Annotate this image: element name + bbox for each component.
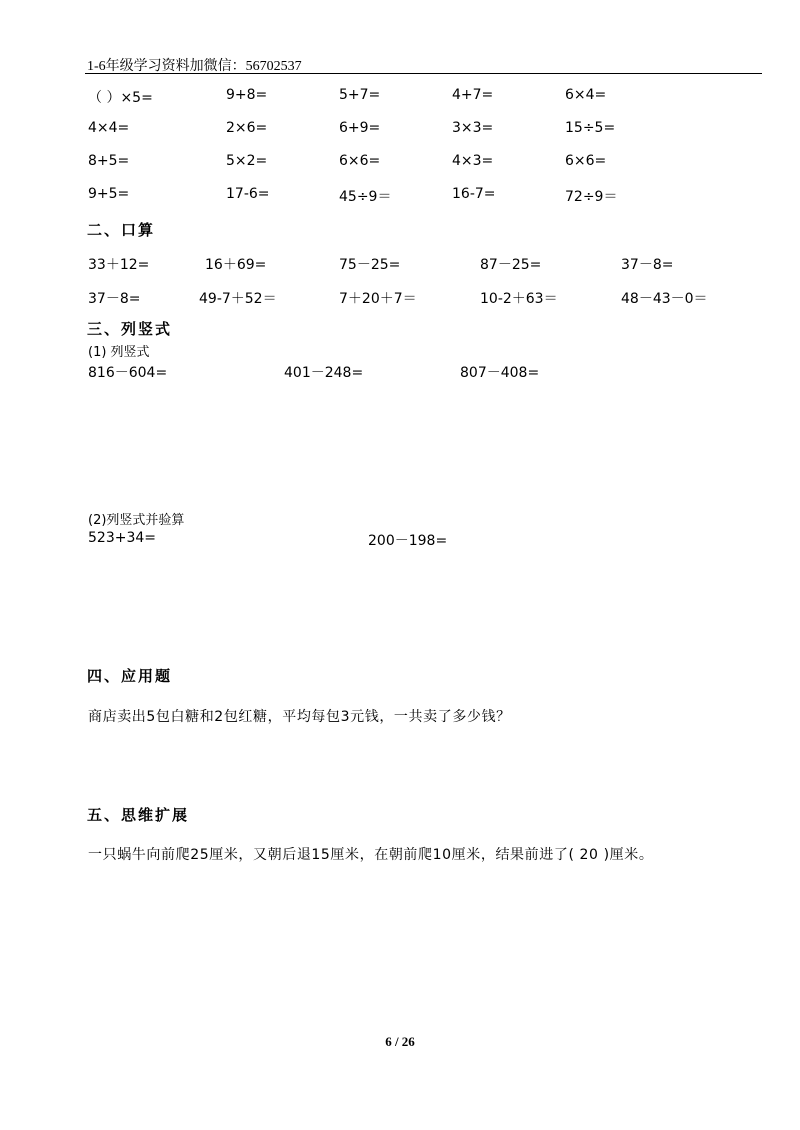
header-rule xyxy=(85,73,762,74)
mental-r2-c4: 10-2＋63＝ xyxy=(480,291,558,307)
word-problem: 商店卖出5包白糖和2包红糖，平均每包3元钱，一共卖了多少钱？ xyxy=(88,709,511,725)
mental-r1-c2: 16＋69= xyxy=(205,257,267,273)
drill-r4-c5: 72÷9＝ xyxy=(565,189,618,205)
section5-title: 五、思维扩展 xyxy=(87,806,190,824)
mental-r1-c1: 33＋12= xyxy=(88,257,150,273)
drill-r2-c2: 2×6= xyxy=(226,120,268,136)
page-number: 6 / 26 xyxy=(385,1034,415,1049)
drill-r3-c2: 5×2= xyxy=(226,153,268,169)
drill-r1-c4: 4+7= xyxy=(452,87,494,103)
section3-part1-label: (1) 列竖式 xyxy=(88,345,150,360)
section2-title: 二、口算 xyxy=(87,221,156,239)
drill-r2-c1: 4×4= xyxy=(88,120,130,136)
mental-r2-c2: 49-7＋52＝ xyxy=(199,291,277,307)
page-header: 1-6年级学习资料加微信：56702537 xyxy=(87,59,302,74)
drill-r4-c2: 17-6= xyxy=(226,186,270,202)
section3-part2-label: (2)列竖式并验算 xyxy=(88,513,185,528)
mental-r2-c1: 37－8= xyxy=(88,291,141,307)
drill-r2-c5: 15÷5= xyxy=(565,120,616,136)
mental-r1-c5: 37－8= xyxy=(621,257,674,273)
drill-r1-c1: （ ）×5= xyxy=(88,90,153,106)
drill-r1-c2: 9+8= xyxy=(226,87,268,103)
drill-r1-c5: 6×4= xyxy=(565,87,607,103)
drill-r3-c4: 4×3= xyxy=(452,153,494,169)
verify-item-1: 523+34= xyxy=(88,530,156,546)
drill-r3-c3: 6×6= xyxy=(339,153,381,169)
mental-r1-c3: 75－25= xyxy=(339,257,401,273)
drill-r2-c3: 6+9= xyxy=(339,120,381,136)
thinking-problem: 一只蜗牛向前爬25厘米，又朝后退15厘米，在朝前爬10厘米，结果前进了( 20 )厘米。 xyxy=(88,847,654,863)
section4-title: 四、应用题 xyxy=(87,667,173,685)
drill-r4-c4: 16-7= xyxy=(452,186,496,202)
mental-r2-c5: 48－43－0＝ xyxy=(621,291,708,307)
drill-r2-c4: 3×3= xyxy=(452,120,494,136)
mental-r1-c4: 87－25= xyxy=(480,257,542,273)
mental-r2-c3: 7＋20＋7＝ xyxy=(339,291,417,307)
drill-r1-c3: 5+7= xyxy=(339,87,381,103)
section3-title: 三、列竖式 xyxy=(87,320,173,338)
drill-r3-c5: 6×6= xyxy=(565,153,607,169)
vertical-item-3: 807－408= xyxy=(460,365,540,381)
drill-r4-c1: 9+5= xyxy=(88,186,130,202)
verify-item-2: 200－198= xyxy=(368,533,448,549)
drill-r3-c1: 8+5= xyxy=(88,153,130,169)
drill-r4-c3: 45÷9＝ xyxy=(339,189,392,205)
vertical-item-1: 816－604= xyxy=(88,365,168,381)
vertical-item-2: 401－248= xyxy=(284,365,364,381)
